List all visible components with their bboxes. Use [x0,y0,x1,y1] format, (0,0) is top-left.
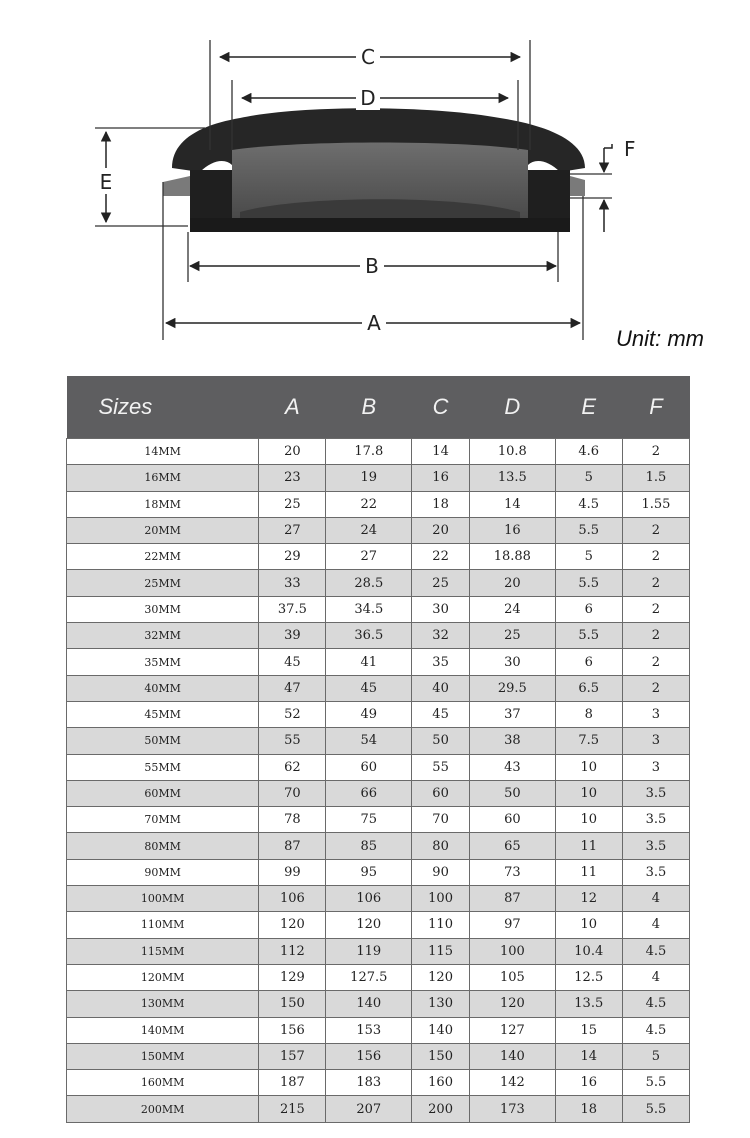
table-cell-d: 10.8 [470,439,556,465]
table-cell-f: 3.5 [622,833,689,859]
table-cell-b: 183 [326,1070,412,1096]
table-cell-d: 60 [470,807,556,833]
table-cell-c: 20 [412,517,470,543]
table-row [67,596,690,622]
table-cell-a: 23 [259,465,326,491]
table-cell-a: 27 [259,517,326,543]
table-row [67,544,690,570]
table-cell-b: 120 [326,912,412,938]
table-cell-sizes: 60MM [67,780,259,806]
table-cell-d: 50 [470,780,556,806]
table-cell-sizes: 55MM [67,754,259,780]
table-cell-d: 73 [470,859,556,885]
table-cell-sizes: 160MM [67,1070,259,1096]
table-cell-d: 13.5 [470,465,556,491]
table-cell-a: 55 [259,728,326,754]
table-cell-f: 5.5 [622,1070,689,1096]
table-cell-sizes: 100MM [67,886,259,912]
table-cell-a: 45 [259,649,326,675]
table-cell-a: 120 [259,912,326,938]
table-cell-f: 4.5 [622,1017,689,1043]
table-cell-f: 1.55 [622,491,689,517]
table-cell-f: 5 [622,1043,689,1069]
table-cell-a: 39 [259,623,326,649]
dimension-label-a: A [367,311,381,335]
table-cell-b: 17.8 [326,439,412,465]
table-cell-c: 150 [412,1043,470,1069]
table-row [67,780,690,806]
table-cell-c: 35 [412,649,470,675]
table-cell-b: 27 [326,544,412,570]
table-cell-d: 30 [470,649,556,675]
table-cell-d: 20 [470,570,556,596]
table-cell-a: 150 [259,991,326,1017]
table-cell-a: 47 [259,675,326,701]
table-cell-e: 10 [555,780,622,806]
table-cell-a: 70 [259,780,326,806]
table-cell-e: 10 [555,807,622,833]
table-cell-e: 14 [555,1043,622,1069]
table-cell-sizes: 45MM [67,701,259,727]
table-cell-sizes: 35MM [67,649,259,675]
table-cell-sizes: 30MM [67,596,259,622]
table-cell-b: 207 [326,1096,412,1122]
table-cell-sizes: 25MM [67,570,259,596]
column-header-c: C [412,376,470,439]
table-cell-b: 34.5 [326,596,412,622]
table-cell-e: 5.5 [555,623,622,649]
table-cell-a: 78 [259,807,326,833]
table-cell-a: 87 [259,833,326,859]
grommet-dimension-diagram [0,0,750,365]
table-cell-c: 22 [412,544,470,570]
table-cell-e: 5.5 [555,570,622,596]
table-cell-sizes: 20MM [67,517,259,543]
table-cell-a: 33 [259,570,326,596]
table-row [67,439,690,465]
table-cell-sizes: 18MM [67,491,259,517]
table-cell-e: 5 [555,544,622,570]
table-cell-d: 37 [470,701,556,727]
table-cell-b: 19 [326,465,412,491]
table-cell-b: 153 [326,1017,412,1043]
table-cell-b: 127.5 [326,964,412,990]
table-row [67,807,690,833]
table-cell-e: 4.6 [555,439,622,465]
table-cell-f: 4.5 [622,991,689,1017]
table-cell-b: 22 [326,491,412,517]
table-cell-d: 173 [470,1096,556,1122]
table-cell-e: 12 [555,886,622,912]
table-cell-b: 75 [326,807,412,833]
table-cell-c: 90 [412,859,470,885]
table-cell-d: 97 [470,912,556,938]
dimension-label-c: C [361,45,375,69]
table-cell-c: 70 [412,807,470,833]
table-cell-a: 106 [259,886,326,912]
table-cell-sizes: 110MM [67,912,259,938]
table-cell-b: 106 [326,886,412,912]
table-cell-c: 120 [412,964,470,990]
table-cell-a: 215 [259,1096,326,1122]
table-cell-c: 30 [412,596,470,622]
table-cell-f: 3.5 [622,807,689,833]
table-cell-sizes: 32MM [67,623,259,649]
table-cell-c: 45 [412,701,470,727]
unit-note: Unit: mm [616,326,704,351]
table-cell-e: 11 [555,859,622,885]
table-row [67,649,690,675]
table-cell-e: 6 [555,649,622,675]
table-cell-c: 100 [412,886,470,912]
table-cell-f: 5.5 [622,1096,689,1122]
table-cell-a: 52 [259,701,326,727]
table-cell-c: 140 [412,1017,470,1043]
table-row [67,728,690,754]
table-cell-sizes: 22MM [67,544,259,570]
table-cell-sizes: 14MM [67,439,259,465]
table-cell-a: 129 [259,964,326,990]
table-cell-a: 25 [259,491,326,517]
table-cell-d: 24 [470,596,556,622]
table-row [67,886,690,912]
table-cell-e: 11 [555,833,622,859]
table-cell-f: 3 [622,701,689,727]
table-row [67,833,690,859]
table-cell-e: 15 [555,1017,622,1043]
table-cell-f: 2 [622,544,689,570]
table-cell-b: 85 [326,833,412,859]
dimension-label-f: F [624,137,636,161]
table-cell-d: 140 [470,1043,556,1069]
table-cell-d: 29.5 [470,675,556,701]
table-cell-f: 3.5 [622,859,689,885]
dimension-label-d: D [360,86,376,110]
table-row [67,517,690,543]
table-cell-sizes: 200MM [67,1096,259,1122]
table-cell-d: 87 [470,886,556,912]
table-cell-c: 55 [412,754,470,780]
table-cell-f: 2 [622,570,689,596]
table-row [67,991,690,1017]
table-row [67,623,690,649]
table-cell-f: 2 [622,596,689,622]
table-cell-d: 142 [470,1070,556,1096]
table-cell-d: 65 [470,833,556,859]
table-cell-c: 25 [412,570,470,596]
table-cell-b: 66 [326,780,412,806]
dimension-label-b: B [365,254,379,278]
table-cell-f: 3 [622,754,689,780]
table-cell-sizes: 150MM [67,1043,259,1069]
column-header-sizes: Sizes [67,376,259,439]
table-cell-e: 5 [555,465,622,491]
column-header-e: E [555,376,622,439]
table-header-row [67,376,690,439]
table-cell-f: 3 [622,728,689,754]
dimension-spec-table [66,376,690,1123]
table-cell-c: 16 [412,465,470,491]
table-row [67,1017,690,1043]
table-cell-d: 127 [470,1017,556,1043]
table-cell-sizes: 90MM [67,859,259,885]
table-cell-c: 130 [412,991,470,1017]
table-row [67,938,690,964]
table-cell-c: 160 [412,1070,470,1096]
table-body [67,439,690,1123]
table-cell-a: 99 [259,859,326,885]
table-cell-b: 60 [326,754,412,780]
table-cell-b: 95 [326,859,412,885]
table-cell-e: 6.5 [555,675,622,701]
table-cell-d: 16 [470,517,556,543]
table-cell-d: 43 [470,754,556,780]
table-cell-sizes: 40MM [67,675,259,701]
table-row [67,570,690,596]
table-cell-sizes: 140MM [67,1017,259,1043]
table-cell-e: 7.5 [555,728,622,754]
table-row [67,859,690,885]
table-cell-b: 156 [326,1043,412,1069]
table-cell-f: 4 [622,886,689,912]
table-cell-d: 120 [470,991,556,1017]
table-cell-b: 45 [326,675,412,701]
column-header-d: D [470,376,556,439]
table-row [67,1070,690,1096]
table-cell-f: 4 [622,964,689,990]
table-cell-f: 2 [622,675,689,701]
table-cell-f: 2 [622,649,689,675]
table-cell-e: 4.5 [555,491,622,517]
table-cell-e: 12.5 [555,964,622,990]
table-cell-f: 2 [622,517,689,543]
table-cell-f: 2 [622,623,689,649]
table-cell-a: 29 [259,544,326,570]
table-cell-f: 4.5 [622,938,689,964]
table-cell-d: 14 [470,491,556,517]
table-cell-b: 24 [326,517,412,543]
table-cell-a: 20 [259,439,326,465]
table-row [67,964,690,990]
table-cell-c: 110 [412,912,470,938]
table-cell-e: 13.5 [555,991,622,1017]
table-row [67,1096,690,1122]
table-row [67,465,690,491]
grommet-cross-section [163,108,585,232]
table-cell-e: 18 [555,1096,622,1122]
table-cell-c: 40 [412,675,470,701]
table-cell-sizes: 115MM [67,938,259,964]
table-cell-sizes: 70MM [67,807,259,833]
table-cell-a: 156 [259,1017,326,1043]
table-cell-e: 10.4 [555,938,622,964]
column-header-b: B [326,376,412,439]
table-cell-sizes: 50MM [67,728,259,754]
table-cell-sizes: 80MM [67,833,259,859]
table-row [67,754,690,780]
table-cell-c: 60 [412,780,470,806]
table-cell-f: 4 [622,912,689,938]
table-row [67,491,690,517]
table-cell-e: 10 [555,754,622,780]
table-cell-a: 62 [259,754,326,780]
table-cell-f: 1.5 [622,465,689,491]
table-cell-d: 105 [470,964,556,990]
table-cell-b: 140 [326,991,412,1017]
table-cell-c: 115 [412,938,470,964]
table-cell-a: 37.5 [259,596,326,622]
table-cell-c: 18 [412,491,470,517]
table-row [67,675,690,701]
table-cell-b: 28.5 [326,570,412,596]
table-row [67,912,690,938]
table-cell-e: 8 [555,701,622,727]
table-cell-c: 200 [412,1096,470,1122]
table-cell-d: 25 [470,623,556,649]
table-cell-b: 49 [326,701,412,727]
table-cell-e: 10 [555,912,622,938]
table-cell-e: 6 [555,596,622,622]
table-cell-sizes: 16MM [67,465,259,491]
table-cell-a: 157 [259,1043,326,1069]
table-cell-b: 119 [326,938,412,964]
dimension-label-e: E [99,170,113,194]
table-cell-c: 50 [412,728,470,754]
table-cell-d: 100 [470,938,556,964]
table-cell-e: 5.5 [555,517,622,543]
table-cell-sizes: 120MM [67,964,259,990]
table-cell-d: 18.88 [470,544,556,570]
table-cell-d: 38 [470,728,556,754]
table-cell-b: 36.5 [326,623,412,649]
table-cell-f: 2 [622,439,689,465]
table-cell-e: 16 [555,1070,622,1096]
table-row [67,701,690,727]
table-cell-f: 3.5 [622,780,689,806]
table-cell-c: 14 [412,439,470,465]
column-header-a: A [259,376,326,439]
table-cell-b: 54 [326,728,412,754]
table-cell-sizes: 130MM [67,991,259,1017]
table-cell-a: 112 [259,938,326,964]
table-cell-c: 80 [412,833,470,859]
table-row [67,1043,690,1069]
table-cell-a: 187 [259,1070,326,1096]
column-header-f: F [622,376,689,439]
table-cell-b: 41 [326,649,412,675]
table-cell-c: 32 [412,623,470,649]
